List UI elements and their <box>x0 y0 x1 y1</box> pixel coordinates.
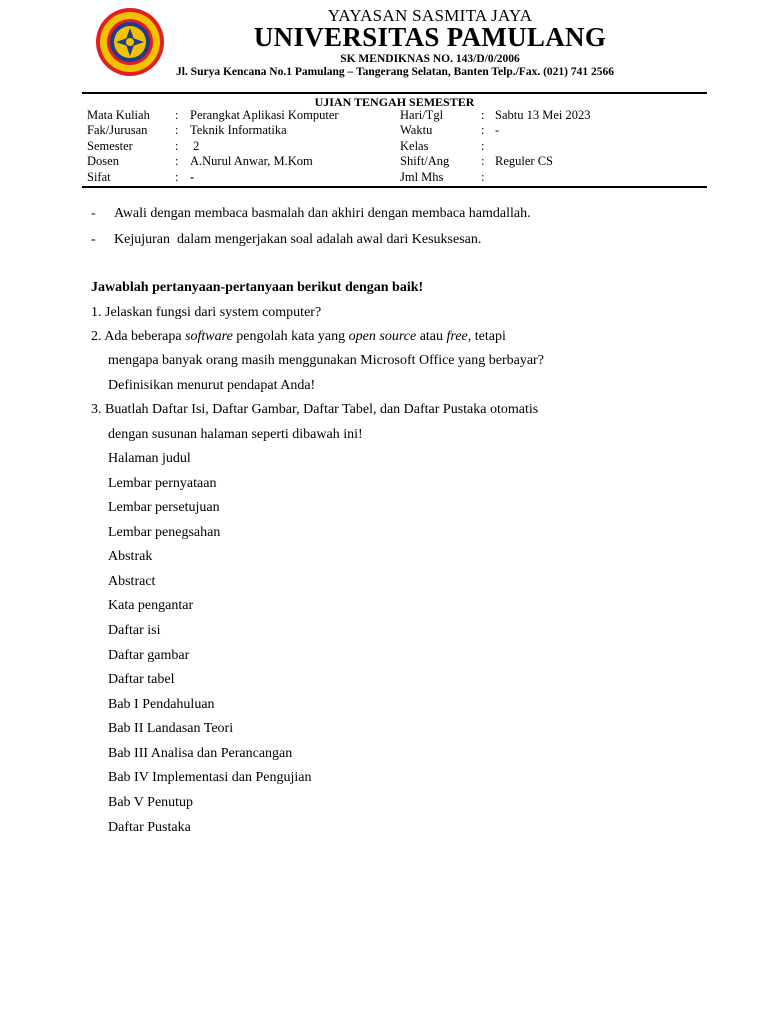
info-colon: : <box>481 154 485 168</box>
info-value: 2 <box>190 139 200 153</box>
question-3-line-2: dengan susunan halaman seperti dibawah ini! <box>108 427 363 442</box>
list-item: Bab I Pendahuluan <box>108 697 215 712</box>
list-item: Daftar Pustaka <box>108 820 191 835</box>
list-item: Daftar gambar <box>108 648 190 663</box>
list-item: Abstract <box>108 574 156 589</box>
info-value: - <box>495 123 500 137</box>
info-colon: : <box>481 170 485 184</box>
list-item: Daftar isi <box>108 623 161 638</box>
info-colon: : <box>175 108 179 122</box>
info-colon: : <box>175 154 179 168</box>
instruction-item: Awali dengan membaca basmalah dan akhiri dengan membaca hamdallah. <box>114 206 531 221</box>
question-2-text: 2. Ada beberapa <box>91 329 186 344</box>
list-item: Abstrak <box>108 549 153 564</box>
instruction-dash: - <box>91 232 96 247</box>
list-item: Bab IV Implementasi dan Pengujian <box>108 770 312 785</box>
info-label: Mata Kuliah <box>87 108 150 122</box>
list-item: Lembar persetujuan <box>108 500 220 515</box>
list-item: Bab III Analisa dan Perancangan <box>108 746 293 761</box>
info-value: Reguler CS <box>495 154 553 168</box>
question-2-line-2: mengapa banyak orang masih menggunakan Microsoft Office yang berbayar? <box>108 353 544 368</box>
info-label: Waktu <box>400 123 433 137</box>
info-colon: : <box>175 139 179 153</box>
info-colon: : <box>175 123 179 137</box>
list-item: Bab II Landasan Teori <box>108 721 234 736</box>
info-value: Teknik Informatika <box>190 123 287 137</box>
list-item: Halaman judul <box>108 451 191 466</box>
info-value: Perangkat Aplikasi Komputer <box>190 108 339 122</box>
university-name: UNIVERSITAS PAMULANG <box>253 22 607 52</box>
info-label: Fak/Jurusan <box>87 123 148 137</box>
list-item: Kata pengantar <box>108 598 194 613</box>
header-divider-bottom <box>82 186 707 188</box>
list-item: Lembar penegsahan <box>108 525 221 540</box>
question-2-text: tetapi <box>471 329 506 344</box>
list-item: Daftar tabel <box>108 672 175 687</box>
info-value: Sabtu 13 Mei 2023 <box>495 108 591 122</box>
info-label: Sifat <box>87 170 111 184</box>
info-colon: : <box>481 139 485 153</box>
info-label: Hari/Tgl <box>400 108 444 122</box>
info-label: Jml Mhs <box>400 170 444 184</box>
question-2-software: software <box>185 329 233 344</box>
info-label: Semester <box>87 139 133 153</box>
question-3-line-1: 3. Buatlah Daftar Isi, Daftar Gambar, Daftar Tabel, dan Daftar Pustaka otomatis <box>91 402 539 417</box>
header-divider-top <box>82 92 707 94</box>
info-colon: : <box>481 108 485 122</box>
decree-number: SK MENDIKNAS NO. 143/D/0/2006 <box>340 53 520 65</box>
instruction-dash: - <box>91 206 96 221</box>
question-2-text: atau <box>416 329 447 344</box>
foundation-name: YAYASAN SASMITA JAYA <box>327 6 533 25</box>
question-1: 1. Jelaskan fungsi dari system computer? <box>91 305 322 320</box>
question-2-text: pengolah kata yang <box>232 329 349 344</box>
info-colon: : <box>175 170 179 184</box>
info-label: Dosen <box>87 154 119 168</box>
list-item: Lembar pernyataan <box>108 476 217 491</box>
info-value: - <box>190 170 195 184</box>
questions-heading: Jawablah pertanyaan-pertanyaan berikut dengan baik! <box>91 280 424 295</box>
question-2-line-3: Definisikan menurut pendapat Anda! <box>108 378 316 393</box>
info-colon: : <box>481 123 485 137</box>
question-2-line-1 <box>91 329 651 345</box>
list-item: Bab V Penutup <box>108 795 194 810</box>
university-address: Jl. Surya Kencana No.1 Pamulang – Tangerang Selatan, Banten Telp./Fax. (021) 741 2566 <box>175 66 614 78</box>
info-label: Kelas <box>400 139 429 153</box>
info-value: A.Nurul Anwar, M.Kom <box>190 154 313 168</box>
instruction-item: Kejujuran dalam mengerjakan soal adalah awal dari Kesuksesan. <box>114 232 482 247</box>
question-2-free: free, <box>446 329 472 344</box>
info-label: Shift/Ang <box>400 154 450 168</box>
question-2-open-source: open source <box>348 329 417 344</box>
exam-title: UJIAN TENGAH SEMESTER <box>314 95 475 109</box>
